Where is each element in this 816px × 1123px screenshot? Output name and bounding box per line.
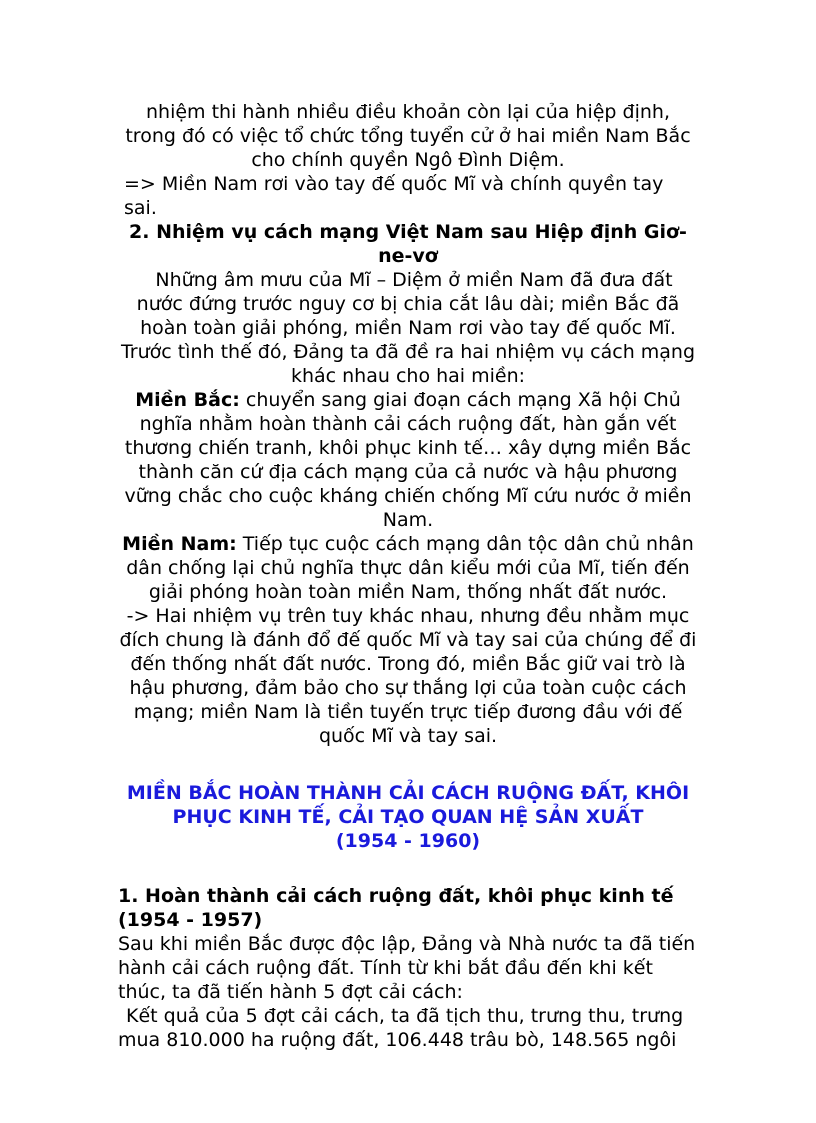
text-south: Tiếp tục cuộc cách mạng dân tộc dân chủ nhân dân chống lại chủ nghĩa thực dân kiểu mới của Mĩ, tiến đến giải phóng hoàn toàn miền Nam, thống nhất đất nước.: [126, 533, 694, 603]
chapter-title: [118, 781, 698, 853]
label-north: Miền Bắc:: [135, 389, 240, 411]
paragraph-north: [118, 388, 698, 532]
paragraph-land-reform-intro: Sau khi miền Bắc được độc lập, Đảng và Nhà nước ta đã tiến hành cải cách ruộng đất. Tính từ khi bắt đầu đến khi kết thúc, ta đã tiến hành 5 đợt cải cách:: [118, 933, 696, 1003]
paragraph-south: [118, 532, 698, 604]
text-north: chuyển sang giai đoạn cách mạng Xã hội Chủ nghĩa nhằm hoàn thành cải cách ruộng đất, hàn gắn vết thương chiến tranh, khôi phục kinh tế… xây dựng miền Bắc thành căn cứ địa cách mạng của cả nước và hậu phương vững chắc cho cuộc kháng chiến chống Mĩ cứu nước ở miền Nam.: [124, 389, 692, 531]
label-south: Miền Nam:: [122, 533, 237, 555]
document-page: [118, 100, 698, 1052]
chapter-title-years: (1954 - 1960): [335, 830, 481, 852]
paragraph-conclusion-south: => Miền Nam rơi vào tay đế quốc Mĩ và chính quyền tay sai.: [124, 173, 664, 219]
section-heading-tasks: 2. Nhiệm vụ cách mạng Việt Nam sau Hiệp định Giơ-ne-vơ: [129, 221, 687, 267]
paragraph-tasks-conclusion: -> Hai nhiệm vụ trên tuy khác nhau, nhưng đều nhằm mục đích chung là đánh đổ đế quốc Mĩ và tay sai của chúng để đi đến thống nhất đất nước. Trong đó, miền Bắc giữ vai trò là hậu phương, đảm bảo cho sự thắng lợi của toàn cuộc cách mạng; miền Nam là tiền tuyến trực tiếp đương đầu với đế quốc Mĩ và tay sai.: [119, 605, 697, 747]
section-heading-land-reform: 1. Hoàn thành cải cách ruộng đất, khôi phục kinh tế (1954 - 1957): [118, 885, 674, 931]
chapter-title-main: MIỀN BẮC HOÀN THÀNH CẢI CÁCH RUỘNG ĐẤT, KHÔI PHỤC KINH TẾ, CẢI TẠO QUAN HỆ SẢN XUẤT: [126, 782, 690, 828]
paragraph-intro: Những âm mưu của Mĩ – Diệm ở miền Nam đã đưa đất nước đứng trước nguy cơ bị chia cắt lâu dài; miền Bắc đã hoàn toàn giải phóng, miền Nam rơi vào tay đế quốc Mĩ. Trước tình thế đó, Đảng ta đã đề ra hai nhiệm vụ cách mạng khác nhau cho hai miền:: [120, 269, 696, 387]
paragraph-continuation: nhiệm thi hành nhiều điều khoản còn lại của hiệp định, trong đó có việc tổ chức tổng tuyển cử ở hai miền Nam Bắc cho chính quyền Ngô Đình Diệm.: [125, 101, 691, 171]
paragraph-land-reform-results: Kết quả của 5 đợt cải cách, ta đã tịch thu, trưng thu, trưng mua 810.000 ha ruộng đất, 106.448 trâu bò, 148.565 ngôi: [118, 1005, 684, 1051]
